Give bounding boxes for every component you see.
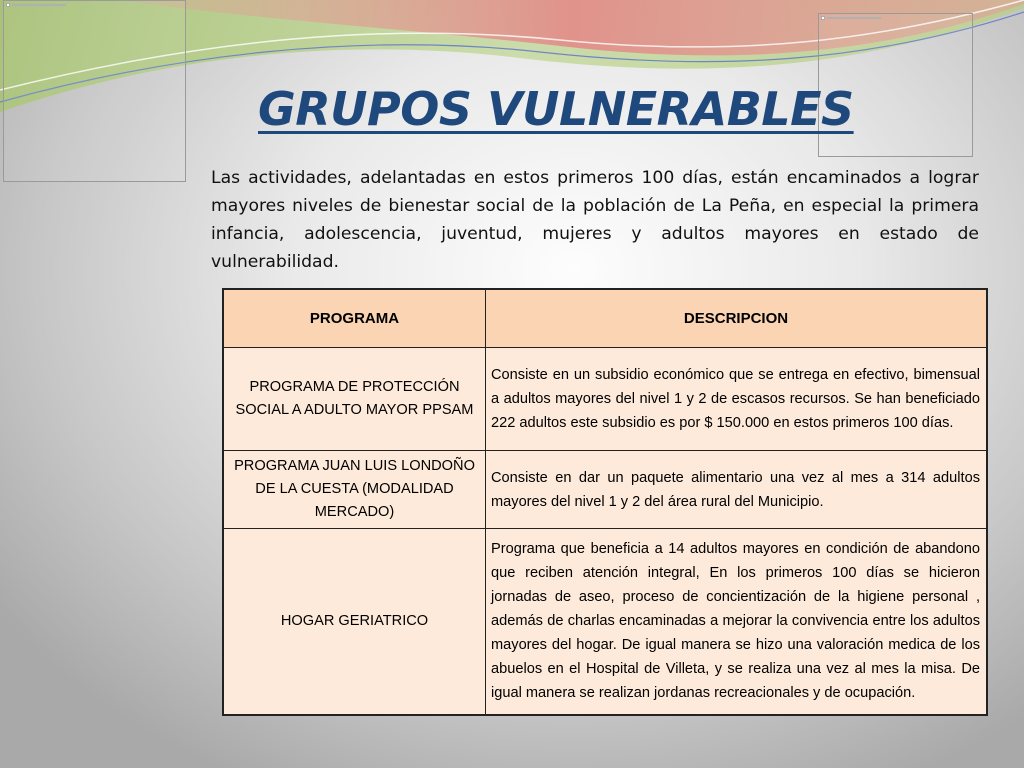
program-name: PROGRAMA JUAN LUIS LONDOÑO DE LA CUESTA (MODALIDAD MERCADO) (223, 451, 486, 529)
program-name: HOGAR GERIATRICO (223, 529, 486, 715)
table-row (223, 529, 987, 715)
slide-title: GRUPOS VULNERABLES (258, 82, 854, 136)
image-placeholder-icon (821, 16, 881, 20)
table-row (223, 451, 987, 529)
program-description: Consiste en dar un paquete alimentario una vez al mes a 314 adultos mayores del nivel 1 y 2 del área rural del Municipio. (486, 451, 988, 529)
intro-paragraph: Las actividades, adelantadas en estos primeros 100 días, están encaminados a lograr mayores niveles de bienestar social de la población de La Peña, en especial la primera infancia, adolescencia, juventud, mujeres y adultos mayores en estado de vulnerabilidad. (211, 168, 979, 272)
program-description: Programa que beneficia a 14 adultos mayores en condición de abandono que reciben atención integral, En los primeros 100 días se hicieron jornadas de aseo, proceso de concientización de la higiene personal , además de charlas encaminadas a mejorar la convivencia entre los adultos mayores del hogar. De igual manera se hizo una valoración medica de los abuelos en el Hospital de Villeta, y se realiza una vez al mes la misa. De igual manera se realizan jordanas recreacionales y de ocupación. (486, 529, 988, 715)
program-description: Consiste en un subsidio económico que se entrega en efectivo, bimensual a adultos mayores del nivel 1 y 2 de escasos recursos. Se han beneficiado 222 adultos este subsidio es por $ 150.000 en estos primeros 100 días. (486, 348, 988, 451)
programs-table (222, 288, 988, 716)
header-programa: PROGRAMA (223, 289, 486, 348)
program-name: PROGRAMA DE PROTECCIÓN SOCIAL A ADULTO MAYOR PPSAM (223, 348, 486, 451)
image-placeholder-left (3, 0, 186, 182)
image-placeholder-icon (6, 3, 66, 7)
table-header-row (223, 289, 987, 348)
header-descripcion: DESCRIPCION (486, 289, 988, 348)
table-row (223, 348, 987, 451)
